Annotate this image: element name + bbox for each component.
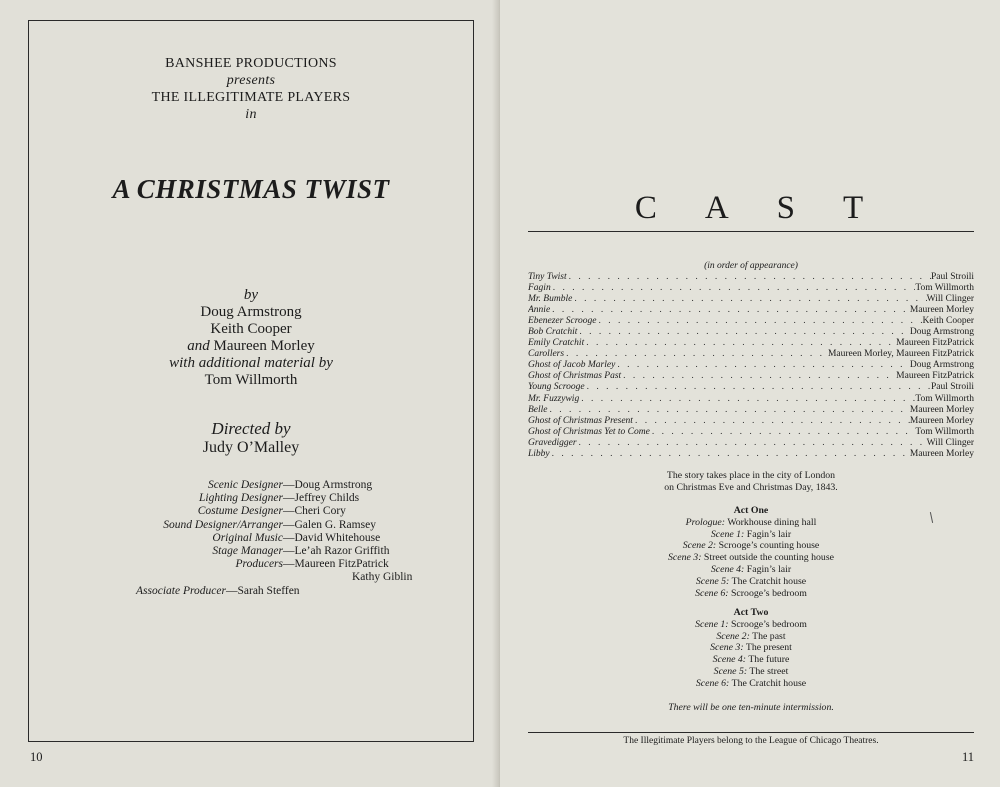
footer-note: The Illegitimate Players belong to the League of Chicago Theatres.: [623, 736, 879, 746]
scene-place: Scrooge’s bedroom: [730, 618, 807, 630]
additional-material-label: with additional material by: [169, 355, 333, 371]
leader-dots: [550, 449, 910, 460]
credit-name-line: —Maureen FitzPatrick: [283, 558, 389, 571]
leader-dots: [551, 283, 916, 294]
scene-line: [528, 540, 974, 552]
act-two-title: Act Two: [733, 607, 769, 618]
scene-label: Scene 6:: [695, 587, 729, 599]
scene-line: [528, 564, 974, 576]
cast-role: Ghost of Christmas Past: [528, 371, 622, 382]
cast-actor: Maureen Morley: [909, 404, 974, 415]
author-1: Doug Armstrong: [200, 304, 302, 320]
cast-role: Carollers: [528, 349, 565, 360]
scene-place: The past: [752, 630, 786, 642]
cast-actor: Paul Stroili: [930, 382, 974, 393]
scene-place: Fagin’s lair: [746, 563, 792, 575]
leader-dots: [572, 294, 926, 305]
cast-row: [528, 438, 974, 449]
and-word: and: [187, 338, 210, 354]
cast-role: Belle: [528, 404, 548, 415]
cast-row: [528, 394, 974, 405]
director-block: [28, 419, 474, 457]
cast-list: [528, 272, 974, 460]
credit-row: [28, 492, 474, 505]
cast-role: Bob Cratchit: [528, 327, 578, 338]
cast-actor: Maureen Morley: [909, 415, 974, 426]
credit-role: [28, 571, 283, 584]
scene-line: [528, 631, 974, 643]
director-name: Judy O’Malley: [202, 439, 300, 456]
scene-label: Scene 5:: [695, 575, 730, 587]
cast-role: Annie: [528, 305, 551, 316]
scene-label: Scene 1:: [695, 618, 729, 630]
cast-actor: Keith Cooper: [922, 316, 974, 327]
scene-line: [528, 654, 974, 666]
intermission-note: There will be one ten-minute intermission.: [668, 702, 834, 713]
cast-role: Emily Cratchit: [528, 338, 585, 349]
credit-name-line: —David Whitehouse: [283, 531, 381, 544]
credit-row: [28, 558, 474, 571]
cast-role: Ghost of Christmas Present: [528, 415, 633, 426]
scene-place: Scrooge’s bedroom: [730, 587, 807, 599]
leader-dots: [621, 371, 896, 382]
credit-name: Doug Armstrong: [294, 479, 373, 491]
credit-row: [28, 479, 474, 492]
presenter: BANSHEE PRODUCTIONS: [165, 56, 337, 71]
scene-label: Scene 2:: [716, 630, 750, 642]
leader-dots: [550, 305, 910, 316]
cast-role: Ebenezer Scrooge: [528, 316, 597, 327]
scene-line: [528, 576, 974, 588]
cast-row: [528, 272, 974, 283]
scene-line: [528, 666, 974, 678]
scene-label: Scene 2:: [682, 540, 717, 552]
scene-label: Scene 4:: [710, 563, 745, 575]
act-one-block: [528, 505, 974, 599]
scene-place: The street: [749, 665, 789, 677]
credit-role: Original Music: [212, 531, 283, 544]
credit-role: Associate Producer: [136, 584, 226, 597]
page-number-right: 11: [961, 750, 974, 764]
cast-role: Ghost of Christmas Yet to Come: [528, 426, 650, 437]
additional-author: Tom Willmorth: [204, 372, 298, 388]
credit-name: Galen G. Ramsey: [294, 518, 376, 531]
scene-line: [528, 552, 974, 564]
cast-actor: Maureen Morley, Maureen FitzPatrick: [827, 349, 974, 360]
cast-row: [528, 327, 974, 338]
scene-place: Workhouse dining hall: [727, 516, 817, 528]
authors-block: [28, 287, 474, 389]
credit-row: [28, 545, 474, 558]
credit-name-line: —Doug Armstrong: [283, 479, 373, 491]
cast-actor: Tom Willmorth: [915, 283, 974, 294]
leader-dots: [585, 382, 931, 393]
production-credits: [28, 479, 474, 598]
scene-label: Prologue:: [685, 516, 726, 528]
credit-name: David Whitehouse: [294, 531, 381, 544]
setting-line-1: The story takes place in the city of London: [666, 470, 836, 481]
cast-actor: Doug Armstrong: [909, 327, 974, 338]
credit-name: Maureen FitzPatrick: [294, 558, 389, 571]
scene-label: Scene 1:: [710, 528, 745, 540]
scene-line: [528, 517, 974, 529]
cast-role: Ghost of Jacob Marley: [528, 360, 616, 371]
company-name: THE ILLEGITIMATE PLAYERS: [151, 90, 351, 105]
cast-row: [528, 449, 974, 460]
act-two-block: [528, 607, 974, 690]
directed-by-label: Directed by: [211, 419, 291, 438]
leader-dots: [633, 416, 910, 427]
cast-actor: Maureen Morley: [909, 305, 974, 316]
credit-name-line: —Le’ah Razor Griffith: [283, 545, 390, 558]
cast-actor: Maureen Morley: [909, 448, 974, 459]
credit-row: [28, 585, 474, 598]
by-word: by: [243, 287, 259, 303]
credit-role: Costume Designer: [197, 505, 283, 518]
scene-place: Street outside the counting house: [703, 552, 834, 564]
credit-name: Jeffrey Childs: [294, 492, 360, 505]
cast-role: Libby: [528, 448, 550, 459]
cast-row: [528, 294, 974, 305]
leader-dots: [564, 349, 828, 360]
credit-row: [28, 532, 474, 545]
cast-row: [528, 349, 974, 360]
leader-dots: [584, 338, 896, 349]
leader-dots: [597, 316, 923, 327]
scene-line: [528, 529, 974, 541]
scene-label: Scene 6:: [695, 677, 730, 689]
cast-row: [528, 427, 974, 438]
cast-actor: Maureen FitzPatrick: [896, 338, 974, 349]
scene-label: Scene 4:: [712, 654, 747, 666]
scene-place: The future: [748, 654, 790, 666]
credit-name-line: —Sarah Steffen: [226, 584, 300, 597]
leader-dots: [650, 427, 915, 438]
credit-name: Cheri Cory: [294, 505, 346, 518]
scene-line: [528, 619, 974, 631]
credit-role: Sound Designer/Arranger: [163, 518, 283, 531]
presents-word: presents: [226, 73, 276, 88]
credit-role: Scenic Designer: [207, 479, 283, 491]
cast-role: Young Scrooge: [528, 382, 585, 393]
scene-line: [528, 678, 974, 690]
leader-dots: [579, 394, 915, 405]
scene-line: [528, 642, 974, 654]
cast-role: Mr. Bumble: [528, 294, 573, 305]
leader-dots: [567, 272, 931, 283]
credit-name-line: —Cheri Cory: [283, 505, 346, 518]
presentation-block: [28, 55, 474, 123]
cast-row: [528, 360, 974, 371]
cast-row: [528, 371, 974, 382]
leader-dots: [577, 327, 910, 338]
credit-name: Le’ah Razor Griffith: [294, 545, 390, 558]
scene-place: The Cratchit house: [731, 677, 807, 689]
cast-role: Mr. Fuzzywig: [528, 393, 580, 404]
cast-row: [528, 316, 974, 327]
scene-place: The Cratchit house: [731, 575, 807, 587]
credit-name-line: —Galen G. Ramsey: [283, 518, 376, 531]
scene-label: Scene 3:: [710, 642, 744, 654]
setting-block: [528, 470, 974, 494]
cast-heading-rule: [528, 231, 974, 232]
leader-dots: [577, 438, 927, 449]
cast-row: [528, 382, 974, 393]
act-one-title: Act One: [733, 505, 769, 516]
scene-label: Scene 3:: [668, 552, 702, 564]
credit-row: [28, 505, 474, 518]
scene-place: Scrooge’s counting house: [718, 540, 820, 552]
cast-actor: Will Clinger: [926, 437, 974, 448]
credit-role: Stage Manager: [212, 545, 283, 558]
cast-heading: CAST: [634, 190, 912, 226]
credit-role: Lighting Designer: [198, 492, 283, 505]
leader-dots: [615, 360, 910, 371]
cast-row: [528, 338, 974, 349]
in-word: in: [245, 107, 257, 122]
scene-line: [528, 588, 974, 600]
cast-role: Fagin: [528, 283, 551, 294]
cast-row: [528, 405, 974, 416]
credit-row: [28, 571, 474, 584]
author-3: Maureen Morley: [213, 338, 315, 354]
scene-place: The present: [745, 642, 792, 654]
credit-row: [28, 519, 474, 532]
page-number-left: 10: [30, 750, 43, 764]
leader-dots: [548, 405, 910, 416]
cast-actor: Will Clinger: [926, 294, 974, 305]
setting-line-2: on Christmas Eve and Christmas Day, 1843.: [664, 481, 838, 493]
cast-actor: Doug Armstrong: [909, 360, 974, 371]
cast-actor: Tom Willmorth: [915, 426, 974, 437]
cast-role: Gravedigger: [528, 437, 577, 448]
cast-row: [528, 305, 974, 316]
footer-rule: [528, 732, 974, 733]
author-3-line: [28, 338, 474, 355]
play-title: A CHRISTMAS TWIST: [112, 174, 390, 204]
cast-actor: Maureen FitzPatrick: [896, 371, 974, 382]
cast-role: Tiny Twist: [528, 272, 567, 282]
credit-name: Sarah Steffen: [237, 584, 300, 597]
scene-label: Scene 5:: [713, 665, 748, 677]
cast-row: [528, 416, 974, 427]
scene-place: Fagin’s lair: [746, 528, 792, 540]
author-2: Keith Cooper: [210, 321, 292, 337]
credit-role: Producers: [235, 558, 283, 571]
credit-name-line: —Jeffrey Childs: [283, 492, 360, 505]
cast-row: [528, 283, 974, 294]
cast-actor: Tom Willmorth: [915, 393, 974, 404]
cast-actor: Paul Stroili: [930, 272, 974, 282]
credit-name: Kathy Giblin: [352, 571, 413, 584]
order-note: (in order of appearance): [704, 261, 798, 271]
